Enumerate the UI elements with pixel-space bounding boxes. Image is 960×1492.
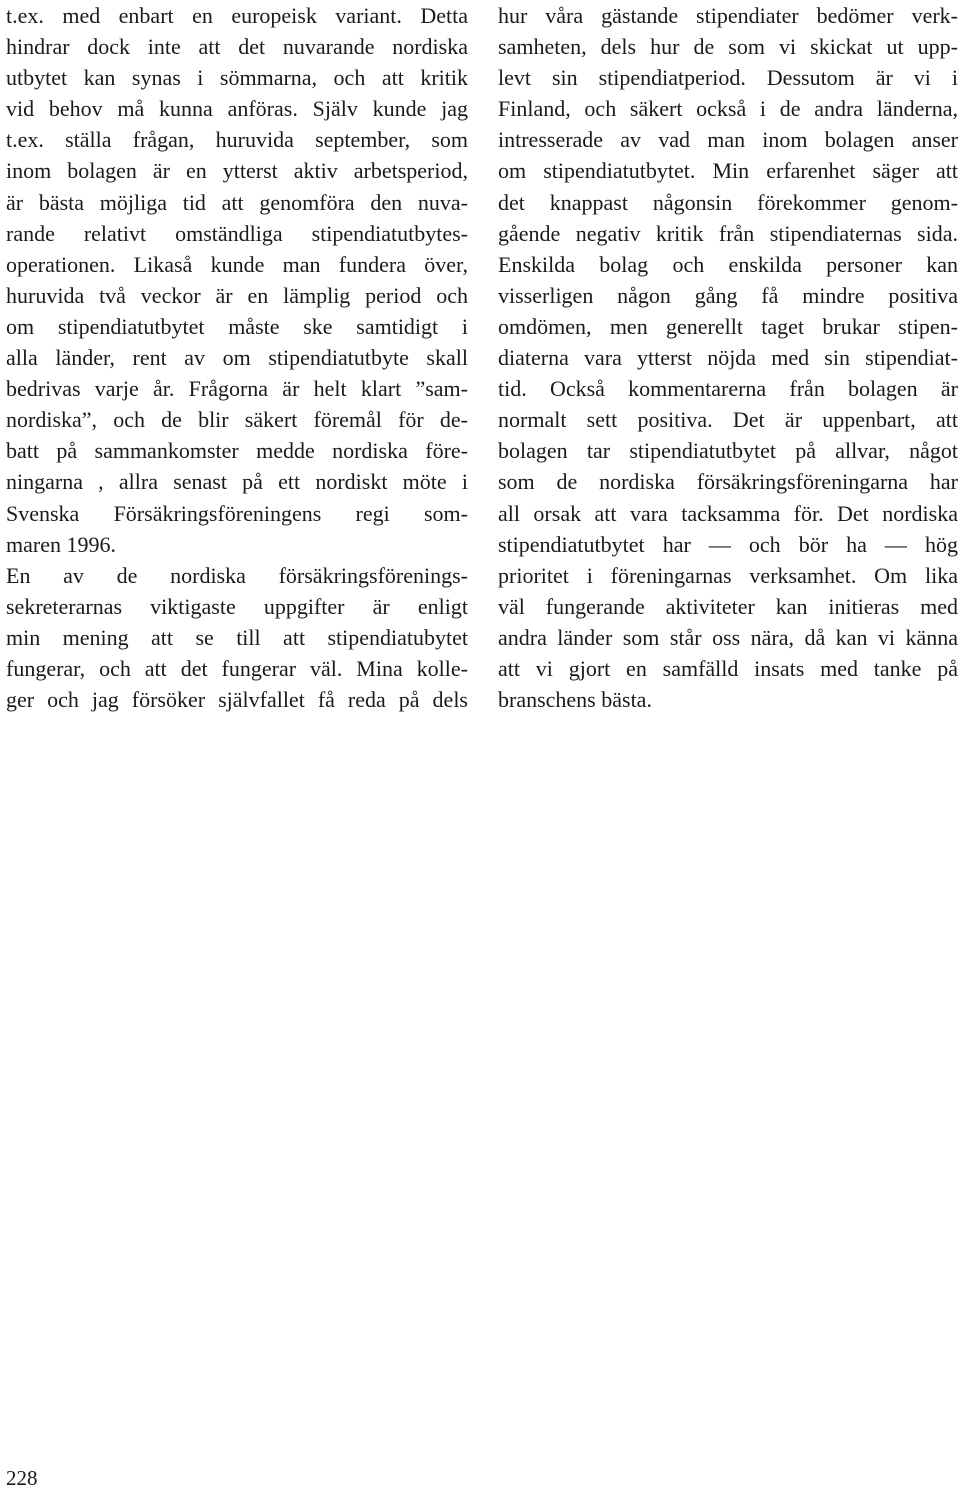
text-line: om stipendiatutbytet. Min erfarenhet säger att <box>498 158 958 184</box>
text-line: alla länder, rent av om stipendiatutbyte skall <box>6 345 468 371</box>
text-line: operationen. Likaså kunde man fundera över, <box>6 251 468 277</box>
text-line: vid behov må kunna anföras. Själv kunde jag <box>6 96 468 122</box>
text-line: levt sin stipendiatperiod. Dessutom är vi i <box>498 65 958 91</box>
text-line: intresserade av vad man inom bolagen anser <box>498 127 958 153</box>
text-line: stipendiatutbytet har — och bör ha — hög <box>498 531 958 557</box>
text-line: det knappast någonsin förekommer genom- <box>498 189 958 215</box>
text-line: gående negativ kritik från stipendiaternas sida. <box>498 220 958 246</box>
text-line: andra länder som står oss nära, då kan vi känna <box>498 624 958 650</box>
right-text-column <box>498 0 958 715</box>
text-line: inom bolagen är en ytterst aktiv arbetsperiod, <box>6 158 468 184</box>
text-line: Finland, och säkert också i de andra länderna, <box>498 96 958 122</box>
text-line: fungerar, och att det fungerar väl. Mina kolle- <box>6 655 468 681</box>
text-line: sekreterarnas viktigaste uppgifter är enligt <box>6 593 468 619</box>
text-line: omdömen, men generellt taget brukar stipen- <box>498 313 958 339</box>
text-line: branschens bästa. <box>498 687 652 713</box>
text-line: visserligen någon gång få mindre positiva <box>498 282 958 308</box>
text-line: ger och jag försöker självfallet få reda på dels <box>6 687 468 713</box>
text-line: min mening att se till att stipendiatubytet <box>6 624 468 650</box>
text-line: är bästa möjliga tid att genomföra den nuva- <box>6 189 468 215</box>
text-line: utbytet kan synas i sömmarna, och att kritik <box>6 65 468 91</box>
text-line: bolagen tar stipendiatutbytet på allvar, något <box>498 438 958 464</box>
text-line: diaterna vara ytterst nöjda med sin stipendiat- <box>498 345 958 371</box>
text-line: t.ex. ställa frågan, huruvida september, som <box>6 127 468 153</box>
text-line: bedrivas varje år. Frågorna är helt klart ”sam- <box>6 376 468 402</box>
text-line: prioritet i föreningarnas verksamhet. Om lika <box>498 562 958 588</box>
text-line: att vi gjort en samfälld insats med tanke på <box>498 655 958 681</box>
text-line: En av de nordiska försäkringsförenings- <box>6 562 468 588</box>
text-line: hur våra gästande stipendiater bedömer verk- <box>498 3 958 28</box>
text-line: rande relativt omständliga stipendiatutbytes- <box>6 220 468 246</box>
text-line: all orsak att vara tacksamma för. Det nordiska <box>498 500 958 526</box>
left-text-column <box>6 0 468 715</box>
text-line: om stipendiatutbytet måste ske samtidigt i <box>6 313 468 339</box>
text-line: tid. Också kommentarerna från bolagen är <box>498 376 958 402</box>
text-line: väl fungerande aktiviteter kan initieras med <box>498 593 958 619</box>
text-line: nordiska”, och de blir säkert föremål för de- <box>6 407 468 433</box>
text-line: batt på sammankomster medde nordiska före- <box>6 438 468 464</box>
text-line: Enskilda bolag och enskilda personer kan <box>498 251 958 277</box>
text-line: huruvida två veckor är en lämplig period och <box>6 282 468 308</box>
text-line: maren 1996. <box>6 531 116 557</box>
text-line: hindrar dock inte att det nuvarande nordiska <box>6 34 468 60</box>
page-number: 228 <box>6 1466 38 1490</box>
text-line: ningarna , allra senast på ett nordiskt möte i <box>6 469 468 495</box>
text-line: samheten, dels hur de som vi skickat ut upp- <box>498 34 958 60</box>
text-line: t.ex. med enbart en europeisk variant. Detta <box>6 3 468 28</box>
text-line: Svenska Försäkringsföreningens regi som- <box>6 500 468 526</box>
text-line: normalt sett positiva. Det är uppenbart, att <box>498 407 958 433</box>
text-line: som de nordiska försäkringsföreningarna har <box>498 469 958 495</box>
